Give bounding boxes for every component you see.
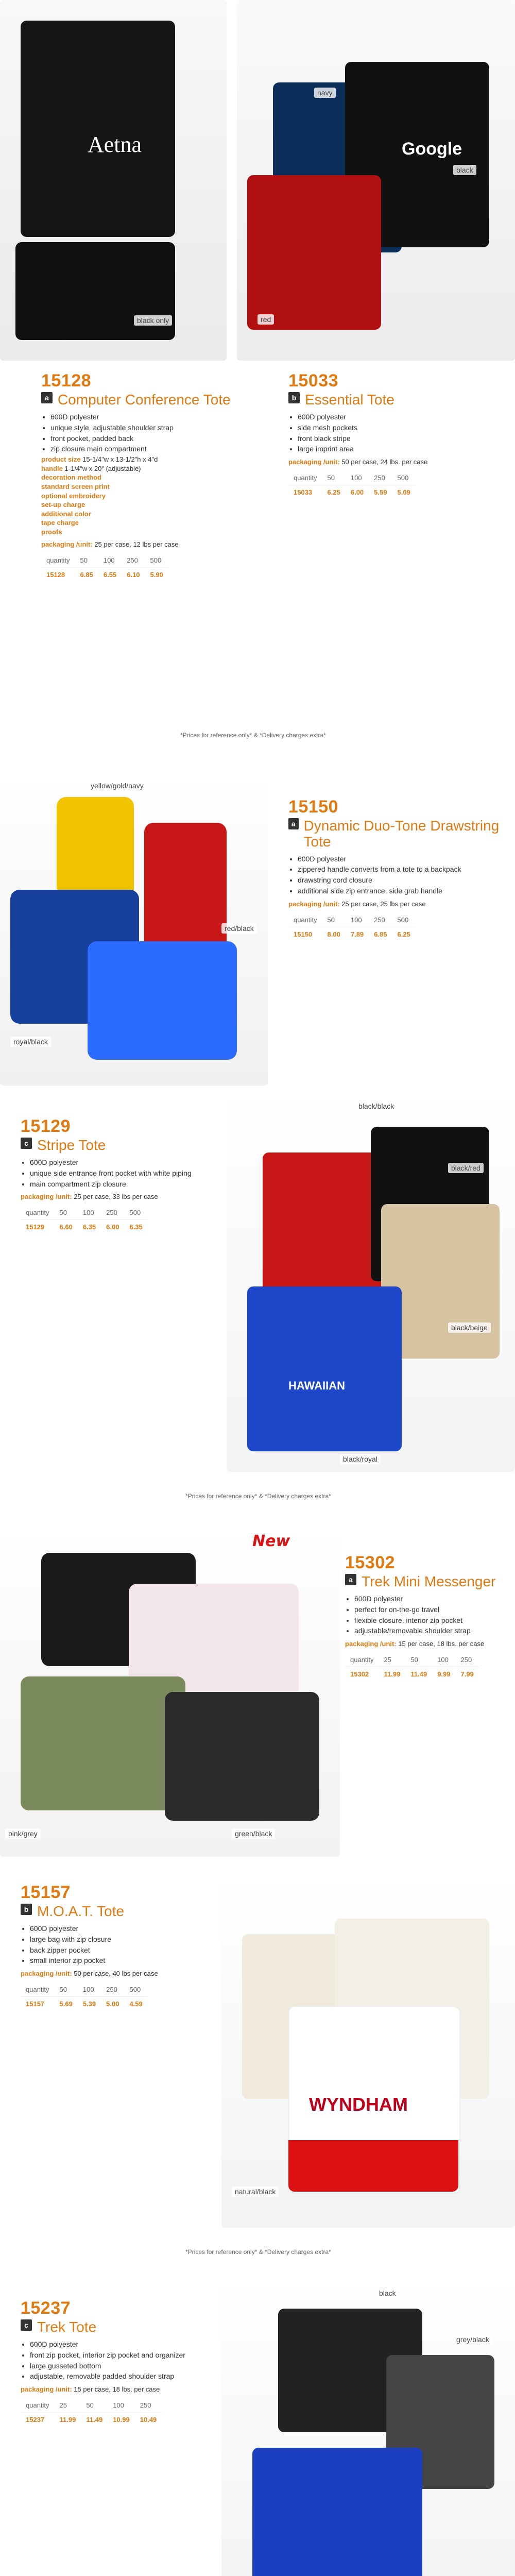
spec-tape: tape charge (41, 519, 79, 527)
product-15128 (41, 371, 258, 582)
price-value: 6.35 (124, 1220, 147, 1234)
product-15237 (21, 2298, 237, 2427)
price-value: 7.89 (346, 927, 369, 942)
bullet: • front black stripe (298, 434, 505, 444)
product-name: Trek Mini Messenger (362, 1573, 496, 1589)
price-header: quantity (26, 1209, 49, 1217)
bullet: • flexible closure, interior zip pocket (354, 1616, 505, 1625)
price-sku: 15128 (41, 568, 75, 582)
product-letter: c (21, 2319, 32, 2331)
price-sku: 15033 (288, 485, 322, 500)
price-value: 5.09 (392, 485, 415, 500)
packaging: packaging /unit: 25 per case, 33 lbs per case (21, 1193, 158, 1201)
price-header: 50 (327, 916, 335, 924)
bullet: • 600D polyester (30, 1924, 216, 1934)
spec-product-size: product size 15-1/4"w x 13-1/2"h x 4"d (41, 455, 158, 464)
price-header: 250 (127, 556, 138, 565)
product-bullets (288, 412, 505, 454)
price-value: 6.00 (346, 485, 369, 500)
price-value-row (21, 2413, 162, 2427)
photo-color-label: black/red (448, 1163, 484, 1173)
messenger-bag-shape (21, 1676, 185, 1810)
photo-trek-tote (221, 2278, 515, 2576)
price-value: 6.35 (78, 1220, 101, 1234)
photo-color-label: red (258, 314, 274, 325)
photo-moat-tote (221, 1872, 515, 2228)
catalog-page-3 (0, 1512, 515, 2267)
price-header: 50 (410, 1656, 418, 1664)
price-header: quantity (350, 1656, 374, 1664)
new-badge: New (252, 1532, 290, 1550)
bullet: • unique side entrance front pocket with white piping (30, 1168, 237, 1178)
price-note: *Prices for reference only* & *Delivery charges extra* (180, 732, 326, 739)
bullet: • front zip pocket, interior zip pocket and organizer (30, 2350, 237, 2360)
price-value-row (21, 1220, 148, 1234)
product-name: M.O.A.T. Tote (37, 1903, 125, 1919)
price-value: 11.49 (405, 1667, 432, 1682)
price-header: 50 (86, 2401, 94, 2410)
price-header: 100 (103, 556, 115, 565)
product-letter: b (288, 392, 300, 403)
bullet: • adjustable/removable shoulder strap (354, 1626, 505, 1636)
price-value: 5.39 (78, 1997, 101, 2011)
price-header: quantity (26, 2401, 49, 2410)
bullet: • large gusseted bottom (30, 2361, 237, 2371)
price-header: 50 (59, 1209, 67, 1217)
price-header: 500 (129, 1986, 141, 1994)
price-value: 11.99 (55, 2413, 81, 2427)
photo-computer-conference-tote (0, 0, 227, 361)
price-header: 25 (384, 1656, 392, 1664)
spec-proofs: proofs (41, 528, 62, 536)
price-value-row (345, 1667, 479, 1682)
tote-bag-shape (144, 823, 227, 957)
packaging: packaging /unit: 50 per case, 40 lbs per case (21, 1970, 158, 1978)
tote-bag-shape (88, 941, 237, 1060)
catalog-page-4 (0, 2267, 515, 2576)
wyndham-logo: WYNDHAM (309, 2094, 408, 2115)
bullet: • 600D polyester (354, 1594, 505, 1604)
product-bullets (41, 412, 258, 454)
price-value: 6.85 (75, 568, 98, 582)
tote-bag-shape (247, 175, 381, 330)
packaging: packaging /unit: 15 per case, 18 lbs. per case (21, 2385, 160, 2394)
price-header-row (21, 1982, 148, 1997)
price-header: quantity (294, 916, 317, 924)
product-letter: a (41, 392, 53, 403)
photo-essential-tote (237, 0, 515, 361)
bullet: • zip closure main compartment (50, 444, 258, 454)
price-sku: 15302 (345, 1667, 379, 1682)
price-table (41, 553, 168, 582)
product-15157 (21, 1883, 216, 2011)
product-name: Stripe Tote (37, 1137, 106, 1153)
price-value-row (288, 485, 416, 500)
price-header: 500 (150, 556, 162, 565)
price-header: 250 (140, 2401, 151, 2410)
price-header-row (288, 913, 416, 927)
product-bullets (288, 854, 505, 896)
bullet: • additional side zip entrance, side grab handle (298, 886, 505, 896)
price-header: 500 (397, 474, 409, 482)
price-header: 100 (350, 916, 362, 924)
price-table (21, 2398, 162, 2427)
price-header: 100 (113, 2401, 124, 2410)
price-value: 6.10 (122, 568, 145, 582)
price-header: 250 (374, 916, 385, 924)
price-value: 9.99 (432, 1667, 455, 1682)
price-header: 250 (460, 1656, 472, 1664)
product-15129 (21, 1116, 237, 1234)
price-header: quantity (294, 474, 317, 482)
price-value: 6.25 (392, 927, 415, 942)
price-header: 250 (106, 1209, 117, 1217)
price-value: 5.69 (55, 1997, 78, 2011)
price-value: 5.90 (145, 568, 168, 582)
price-header: 100 (82, 1209, 94, 1217)
product-bullets (21, 1158, 237, 1189)
tote-bag-shape (252, 2448, 422, 2576)
price-value: 6.55 (98, 568, 122, 582)
messenger-bag-shape (165, 1692, 319, 1821)
price-value: 11.99 (379, 1667, 406, 1682)
catalog-page-1 (0, 0, 515, 756)
price-value: 6.25 (322, 485, 346, 500)
price-header-row (21, 2398, 162, 2413)
packaging: packaging /unit: 50 per case, 24 lbs. per case (288, 458, 428, 466)
google-logo: Google (402, 139, 462, 159)
spec-standard: standard screen print (41, 483, 110, 490)
price-value: 11.49 (81, 2413, 108, 2427)
tote-red-bottom (288, 2140, 458, 2192)
bullet: • 600D polyester (298, 412, 505, 422)
bullet: • unique style, adjustable shoulder strap (50, 423, 258, 433)
price-value: 5.00 (101, 1997, 124, 2011)
price-header: 250 (374, 474, 385, 482)
bullet: • adjustable, removable padded shoulder strap (30, 2371, 237, 2381)
photo-drawstring-totes (0, 776, 268, 1086)
price-value-row (21, 1997, 148, 2011)
price-header: 25 (59, 2401, 67, 2410)
price-value: 10.49 (135, 2413, 162, 2427)
product-sku: 15302 (345, 1553, 396, 1572)
price-value-row (41, 568, 168, 582)
bullet: • large bag with zip closure (30, 1935, 216, 1944)
photo-color-label: black (453, 165, 476, 175)
photo-color-label: black/black (355, 1101, 397, 1111)
price-header: 100 (82, 1986, 94, 1994)
photo-color-label: black (376, 2288, 399, 2298)
spec-decoration: decoration method (41, 473, 102, 482)
photo-color-label: black/beige (448, 1323, 491, 1333)
photo-trek-mini-messenger (0, 1527, 340, 1857)
bullet: • perfect for on-the-go travel (354, 1605, 505, 1615)
photo-color-label: pink/grey (5, 1828, 41, 1839)
photo-color-label: black/royal (340, 1454, 381, 1464)
price-table (288, 471, 416, 499)
product-sku: 15033 (288, 371, 339, 391)
product-sku: 15150 (288, 797, 339, 817)
price-sku: 15157 (21, 1997, 55, 2011)
photo-color-label: red/black (221, 923, 257, 934)
product-letter: a (288, 818, 299, 829)
price-header: 500 (129, 1209, 141, 1217)
price-note: *Prices for reference only* & *Delivery charges extra* (185, 1493, 331, 1500)
price-header-row (288, 471, 416, 485)
bullet: • zippered handle converts from a tote to a backpack (298, 865, 505, 874)
bullet: • 600D polyester (30, 2340, 237, 2349)
bullet: • drawstring cord closure (298, 875, 505, 885)
price-value: 8.00 (322, 927, 346, 942)
price-table (345, 1653, 479, 1681)
price-header-row (41, 553, 168, 568)
product-name: Computer Conference Tote (58, 392, 231, 408)
tote-bag-shape (247, 1286, 402, 1451)
price-header: 100 (437, 1656, 449, 1664)
product-name: Trek Tote (37, 2319, 97, 2335)
price-value: 7.99 (456, 1667, 479, 1682)
bullet: • 600D polyester (50, 412, 258, 422)
aetna-logo: Aetna (88, 132, 142, 157)
price-sku: 15129 (21, 1220, 55, 1234)
price-header: 50 (59, 1986, 67, 1994)
price-header-row (345, 1653, 479, 1667)
spec-setup: set-up charge (41, 501, 85, 509)
price-value: 6.00 (101, 1220, 124, 1234)
product-sku: 15157 (21, 1883, 71, 1902)
price-value-row (288, 927, 416, 942)
price-header: 500 (397, 916, 409, 924)
product-name: Essential Tote (305, 392, 394, 408)
packaging: packaging /unit: 15 per case, 18 lbs. per case (345, 1640, 485, 1648)
bullet: • small interior zip pocket (30, 1956, 216, 1965)
product-sku: 15237 (21, 2298, 71, 2318)
packaging: packaging /unit: 25 per case, 25 lbs per case (288, 900, 426, 908)
spec-additional: additional color (41, 510, 91, 518)
photo-color-label: yellow/gold/navy (88, 781, 147, 791)
photo-color-label: royal/black (10, 1037, 51, 1047)
bullet: • back zipper pocket (30, 1945, 216, 1955)
product-letter: b (21, 1904, 32, 1915)
price-value: 6.85 (369, 927, 392, 942)
product-name: Dynamic Duo-Tone Drawstring Tote (303, 818, 500, 850)
photo-stripe-tote (227, 1091, 515, 1472)
photo-color-label: grey/black (453, 2334, 492, 2345)
price-sku: 15237 (21, 2413, 55, 2427)
price-header-row (21, 1206, 148, 1220)
tote-bag-shape (263, 1153, 381, 1302)
tote-bag-shape (21, 21, 175, 237)
packaging: packaging /unit: 25 per case, 12 lbs per case (41, 540, 179, 549)
catalog-page-2 (0, 756, 515, 1512)
product-sku: 15129 (21, 1116, 71, 1136)
product-sku: 15128 (41, 371, 92, 391)
product-15150 (288, 797, 505, 941)
product-letter: c (21, 1138, 32, 1149)
product-bullets (21, 1924, 216, 1966)
photo-color-label: green/black (232, 1828, 275, 1839)
photo-color-label: black only (134, 315, 172, 326)
price-table (21, 1982, 148, 2011)
product-specs (41, 455, 258, 536)
bullet: • 600D polyester (30, 1158, 237, 1167)
price-header: 50 (80, 556, 88, 565)
product-letter: a (345, 1574, 356, 1585)
price-sku: 15150 (288, 927, 322, 942)
price-header: quantity (46, 556, 70, 565)
price-table (21, 1206, 148, 1234)
price-value: 5.59 (369, 485, 392, 500)
product-bullets (21, 2340, 237, 2382)
bullet: • front pocket, padded back (50, 434, 258, 444)
photo-color-label: natural/black (232, 2187, 279, 2197)
price-value: 6.60 (55, 1220, 78, 1234)
bullet: • main compartment zip closure (30, 1179, 237, 1189)
bullet: • side mesh pockets (298, 423, 505, 433)
price-value: 10.99 (108, 2413, 135, 2427)
hawaiian-logo: HAWAIIAN (288, 1379, 345, 1392)
price-header: 50 (327, 474, 335, 482)
price-note: *Prices for reference only* & *Delivery charges extra* (185, 2248, 331, 2256)
price-header: 100 (350, 474, 362, 482)
photo-color-label: navy (314, 88, 336, 98)
price-header: quantity (26, 1986, 49, 1994)
spec-optional: optional embroidery (41, 492, 106, 500)
product-15033 (288, 371, 505, 499)
product-bullets (345, 1594, 505, 1636)
price-header: 250 (106, 1986, 117, 1994)
price-value: 4.59 (124, 1997, 147, 2011)
price-table (288, 913, 416, 941)
spec-handle: handle 1-1/4"w x 20" (adjustable) (41, 464, 141, 472)
bullet: • large imprint area (298, 444, 505, 454)
product-15302 (345, 1553, 505, 1681)
bullet: • 600D polyester (298, 854, 505, 864)
